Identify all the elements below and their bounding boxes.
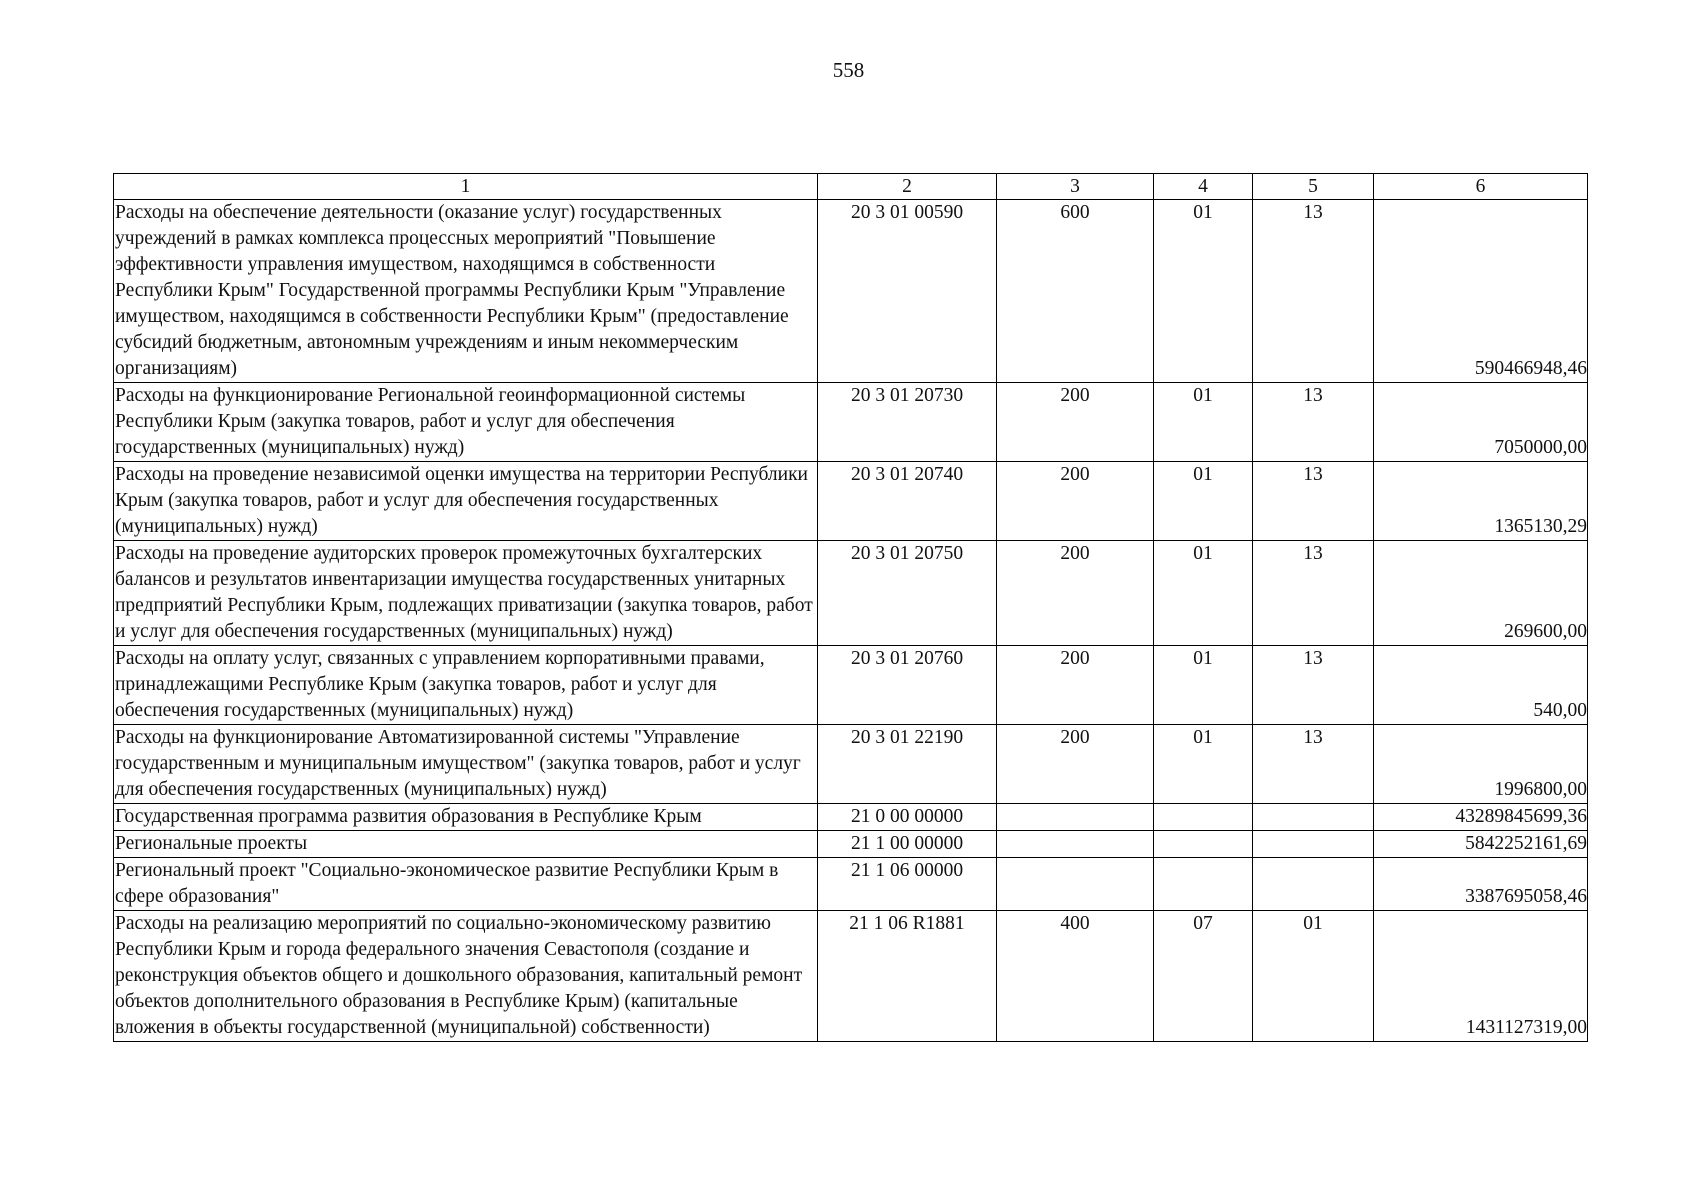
- row-target-code: 21 1 06 00000: [818, 858, 997, 911]
- table-row: [114, 200, 1588, 383]
- row-description: Расходы на проведение аудиторских проверок промежуточных бухгалтерских балансов и результатов инвентаризации имущества государственных унитарных предприятий Республики Крым, подлежащих приватизации (закупка товаров, работ и услуг для обеспечения государственных (муниципальных) нужд): [114, 541, 818, 646]
- row-description: Расходы на проведение независимой оценки имущества на территории Республики Крым (закупка товаров, работ и услуг для обеспечения государственных (муниципальных) нужд): [114, 462, 818, 541]
- row-expense-type: [997, 804, 1154, 831]
- row-expense-type: [997, 858, 1154, 911]
- row-subsection: 13: [1253, 383, 1374, 462]
- row-target-code: 20 3 01 22190: [818, 725, 997, 804]
- row-target-code: 20 3 01 20730: [818, 383, 997, 462]
- row-target-code: 21 0 00 00000: [818, 804, 997, 831]
- table-row: [114, 462, 1588, 541]
- column-header: 3: [997, 174, 1154, 200]
- row-target-code: 20 3 01 20760: [818, 646, 997, 725]
- column-header: 5: [1253, 174, 1374, 200]
- row-amount: 5842252161,69: [1374, 831, 1588, 858]
- row-description: Расходы на обеспечение деятельности (оказание услуг) государственных учреждений в рамках комплекса процессных мероприятий "Повышение эффективности управления имуществом, находящимся в собственности Республики Крым" Государственной программы Республики Крым "Управление имуществом, находящимся в собственности Республики Крым" (предоставление субсидий бюджетным, автономным учреждениям и иным некоммерческим организациям): [114, 200, 818, 383]
- row-target-code: 21 1 06 R1881: [818, 911, 997, 1042]
- row-description: Региональные проекты: [114, 831, 818, 858]
- row-subsection: 13: [1253, 200, 1374, 383]
- budget-table-body: [114, 174, 1588, 1042]
- row-section: 01: [1154, 383, 1253, 462]
- row-subsection: [1253, 858, 1374, 911]
- column-header: 1: [114, 174, 818, 200]
- page-number: 558: [832, 58, 865, 82]
- table-row: [114, 911, 1588, 1042]
- table-row: [114, 646, 1588, 725]
- row-target-code: 20 3 01 00590: [818, 200, 997, 383]
- row-subsection: [1253, 831, 1374, 858]
- row-expense-type: 200: [997, 541, 1154, 646]
- row-expense-type: 200: [997, 646, 1154, 725]
- row-description: Региональный проект "Социально-экономическое развитие Республики Крым в сфере образования": [114, 858, 818, 911]
- row-target-code: 21 1 00 00000: [818, 831, 997, 858]
- table-row: [114, 804, 1588, 831]
- row-expense-type: 400: [997, 911, 1154, 1042]
- row-amount: 3387695058,46: [1374, 858, 1588, 911]
- row-section: 07: [1154, 911, 1253, 1042]
- column-header: 6: [1374, 174, 1588, 200]
- table-header-row: [114, 174, 1588, 200]
- row-amount: 7050000,00: [1374, 383, 1588, 462]
- table-row: [114, 831, 1588, 858]
- row-subsection: [1253, 804, 1374, 831]
- row-subsection: 13: [1253, 646, 1374, 725]
- row-section: [1154, 831, 1253, 858]
- row-amount: 1996800,00: [1374, 725, 1588, 804]
- column-header: 2: [818, 174, 997, 200]
- row-expense-type: 200: [997, 383, 1154, 462]
- row-amount: 1365130,29: [1374, 462, 1588, 541]
- row-description: Расходы на оплату услуг, связанных с управлением корпоративными правами, принадлежащими Республике Крым (закупка товаров, работ и услуг для обеспечения государственных (муниципальных) нужд): [114, 646, 818, 725]
- row-amount: 43289845699,36: [1374, 804, 1588, 831]
- row-expense-type: [997, 831, 1154, 858]
- row-section: [1154, 804, 1253, 831]
- row-target-code: 20 3 01 20740: [818, 462, 997, 541]
- row-description: Расходы на функционирование Региональной геоинформационной системы Республики Крым (закупка товаров, работ и услуг для обеспечения государственных (муниципальных) нужд): [114, 383, 818, 462]
- row-section: [1154, 858, 1253, 911]
- column-header: 4: [1154, 174, 1253, 200]
- row-description: Расходы на реализацию мероприятий по социально-экономическому развитию Республики Крым и города федерального значения Севастополя (создание и реконструкция объектов общего и дошкольного образования, капитальный ремонт объектов дополнительного образования в Республике Крым) (капитальные вложения в объекты государственной (муниципальной) собственности): [114, 911, 818, 1042]
- row-expense-type: 600: [997, 200, 1154, 383]
- table-row: [114, 858, 1588, 911]
- row-section: 01: [1154, 200, 1253, 383]
- row-section: 01: [1154, 462, 1253, 541]
- row-subsection: 01: [1253, 911, 1374, 1042]
- budget-table: [113, 173, 1588, 1042]
- row-subsection: 13: [1253, 541, 1374, 646]
- row-amount: 1431127319,00: [1374, 911, 1588, 1042]
- row-amount: 269600,00: [1374, 541, 1588, 646]
- row-target-code: 20 3 01 20750: [818, 541, 997, 646]
- row-subsection: 13: [1253, 725, 1374, 804]
- row-expense-type: 200: [997, 725, 1154, 804]
- row-section: 01: [1154, 725, 1253, 804]
- row-description: Расходы на функционирование Автоматизированной системы "Управление государственным и муниципальным имуществом" (закупка товаров, работ и услуг для обеспечения государственных (муниципальных) нужд): [114, 725, 818, 804]
- row-subsection: 13: [1253, 462, 1374, 541]
- table-row: [114, 725, 1588, 804]
- row-amount: 590466948,46: [1374, 200, 1588, 383]
- table-row: [114, 383, 1588, 462]
- row-section: 01: [1154, 541, 1253, 646]
- row-section: 01: [1154, 646, 1253, 725]
- row-description: Государственная программа развития образования в Республике Крым: [114, 804, 818, 831]
- row-amount: 540,00: [1374, 646, 1588, 725]
- table-row: [114, 541, 1588, 646]
- row-expense-type: 200: [997, 462, 1154, 541]
